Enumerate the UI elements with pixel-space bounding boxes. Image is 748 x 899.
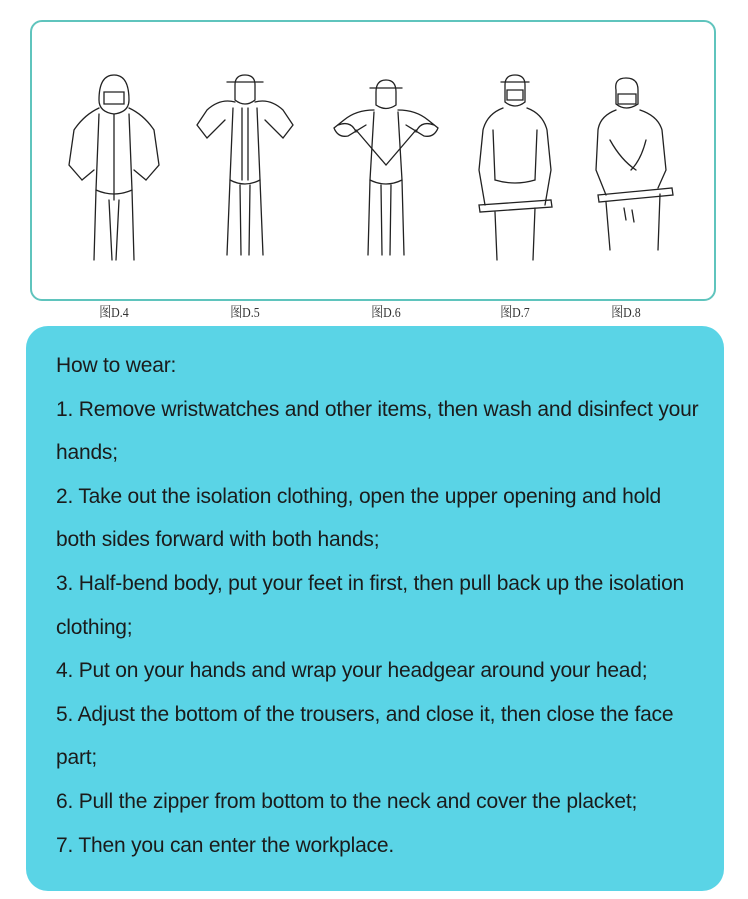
figure-d7-caption: 图D.7 — [500, 306, 530, 321]
instructions-panel — [26, 326, 724, 891]
instruction-step-5: 5. Adjust the bottom of the trousers, and close it, then close the face part; — [56, 702, 674, 770]
figure-d5 — [185, 70, 305, 321]
instruction-step-3: 3. Half-bend body, put your feet in first, then pull back up the isolation clothing; — [56, 571, 685, 639]
figure-d6-drawing — [326, 70, 446, 270]
figure-d7 — [455, 70, 575, 321]
instructions-heading: How to wear: — [56, 354, 177, 377]
figure-d4-drawing — [54, 70, 174, 270]
figure-d6 — [326, 70, 446, 321]
figure-d8 — [566, 70, 686, 321]
figure-d6-caption: 图D.6 — [371, 306, 401, 321]
figure-d8-drawing — [566, 70, 686, 270]
figure-d7-drawing — [455, 70, 575, 270]
figure-d4 — [54, 70, 174, 321]
instruction-step-6: 6. Pull the zipper from bottom to the neck and cover the placket; — [56, 789, 638, 813]
figure-d5-drawing — [185, 70, 305, 270]
illustration-panel — [30, 20, 716, 321]
figure-d8-caption: 图D.8 — [611, 306, 641, 321]
instruction-step-7: 7. Then you can enter the workplace. — [56, 833, 394, 857]
figure-d5-caption: 图D.5 — [230, 306, 260, 321]
instruction-step-2: 2. Take out the isolation clothing, open the upper opening and hold both sides forward with both hands; — [56, 484, 662, 552]
instruction-step-1: 1. Remove wristwatches and other items, then wash and disinfect your hands; — [56, 397, 699, 465]
figure-d4-caption: 图D.4 — [99, 306, 129, 321]
instruction-step-4: 4. Put on your hands and wrap your headgear around your head; — [56, 659, 648, 683]
